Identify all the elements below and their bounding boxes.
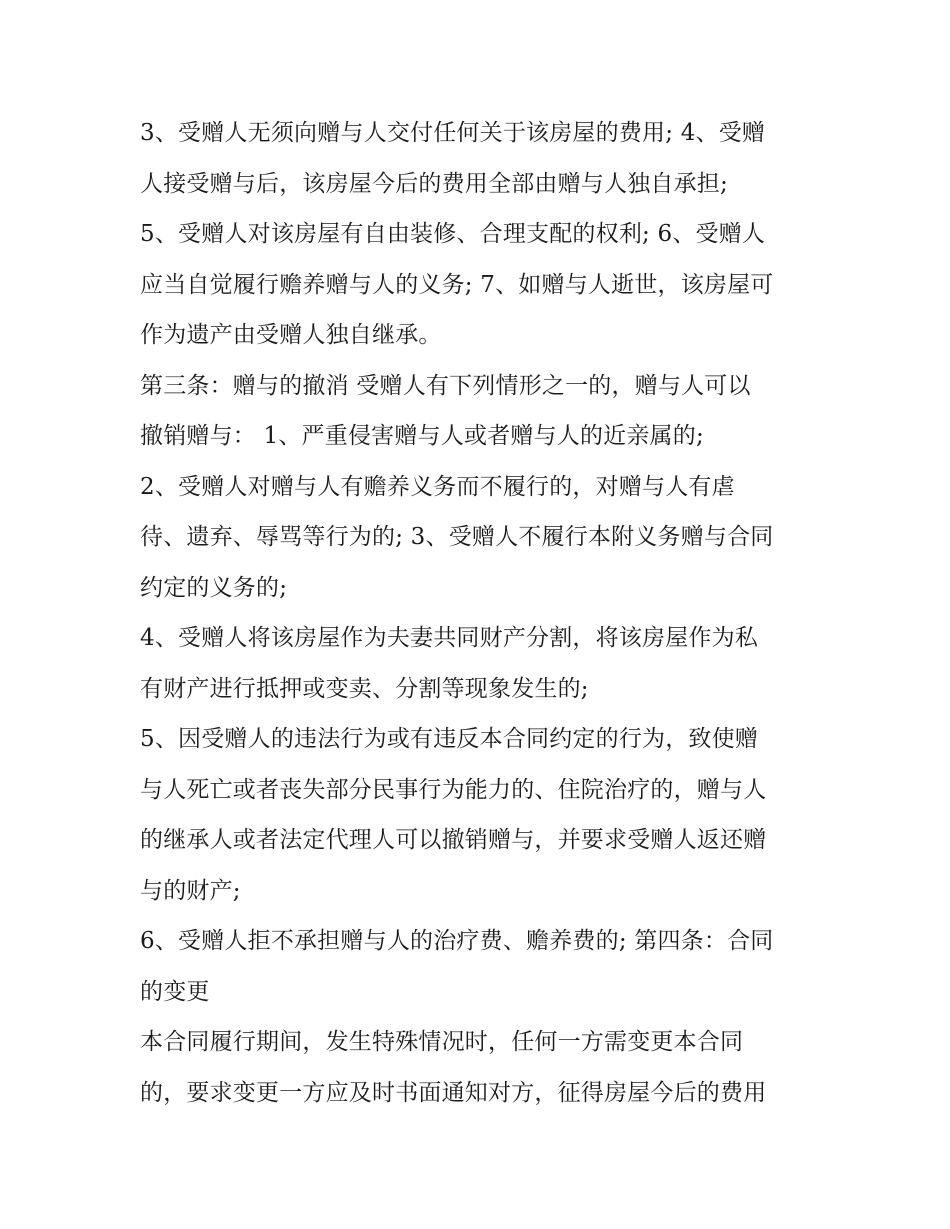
text-line: 5、受赠人对该房屋有自由装修、合理支配的权利; 6、受赠人	[140, 221, 766, 247]
text-line: 待、遗弃、辱骂等行为的; 3、受赠人不履行本附义务赠与合同	[140, 524, 774, 550]
text-line: 的继承人或者法定代理人可以撤销赠与，并要求受赠人返还赠	[140, 827, 767, 853]
text-line: 与的财产;	[140, 877, 241, 904]
text-line: 2、受赠人对赠与人有赡养义务而不履行的，对赠与人有虐	[140, 473, 735, 500]
text-line: 与人死亡或者丧失部分民事行为能力的、住院治疗的，赠与人	[140, 776, 767, 803]
text-line: 的变更	[140, 978, 210, 1005]
text-line: 第三条：赠与的撤消 受赠人有下列情形之一的，赠与人可以	[140, 372, 751, 399]
text-line: 5、因受赠人的违法行为或有违反本合同约定的行为，致使赠	[140, 726, 759, 752]
document-body	[140, 108, 820, 1118]
text-line: 6、受赠人拒不承担赠与人的治疗费、赡养费的; 第四条：合同	[140, 928, 774, 954]
text-line: 有财产进行抵押或变卖、分割等现象发生的;	[140, 675, 589, 702]
text-line: 撤销赠与： 1、严重侵害赠与人或者赠与人的近亲属的;	[140, 423, 704, 449]
text-line: 4、受赠人将该房屋作为夫妻共同财产分割，将该房屋作为私	[140, 625, 759, 651]
text-line: 人接受赠与后，该房屋今后的费用全部由赠与人独自承担;	[140, 170, 728, 197]
text-line: 的，要求变更一方应及时书面通知对方，征得房屋今后的费用	[140, 1079, 767, 1106]
text-line: 3、受赠人无须向赠与人交付任何关于该房屋的费用; 4、受赠	[140, 120, 766, 146]
text-line: 本合同履行期间，发生特殊情况时，任何一方需变更本合同	[140, 1029, 744, 1055]
text-line: 作为遗产由受赠人独自继承。	[140, 322, 442, 348]
text-line: 约定的义务的;	[140, 574, 288, 601]
text-line: 应当自觉履行赡养赠与人的义务; 7、如赠与人逝世，该房屋可	[140, 271, 774, 298]
